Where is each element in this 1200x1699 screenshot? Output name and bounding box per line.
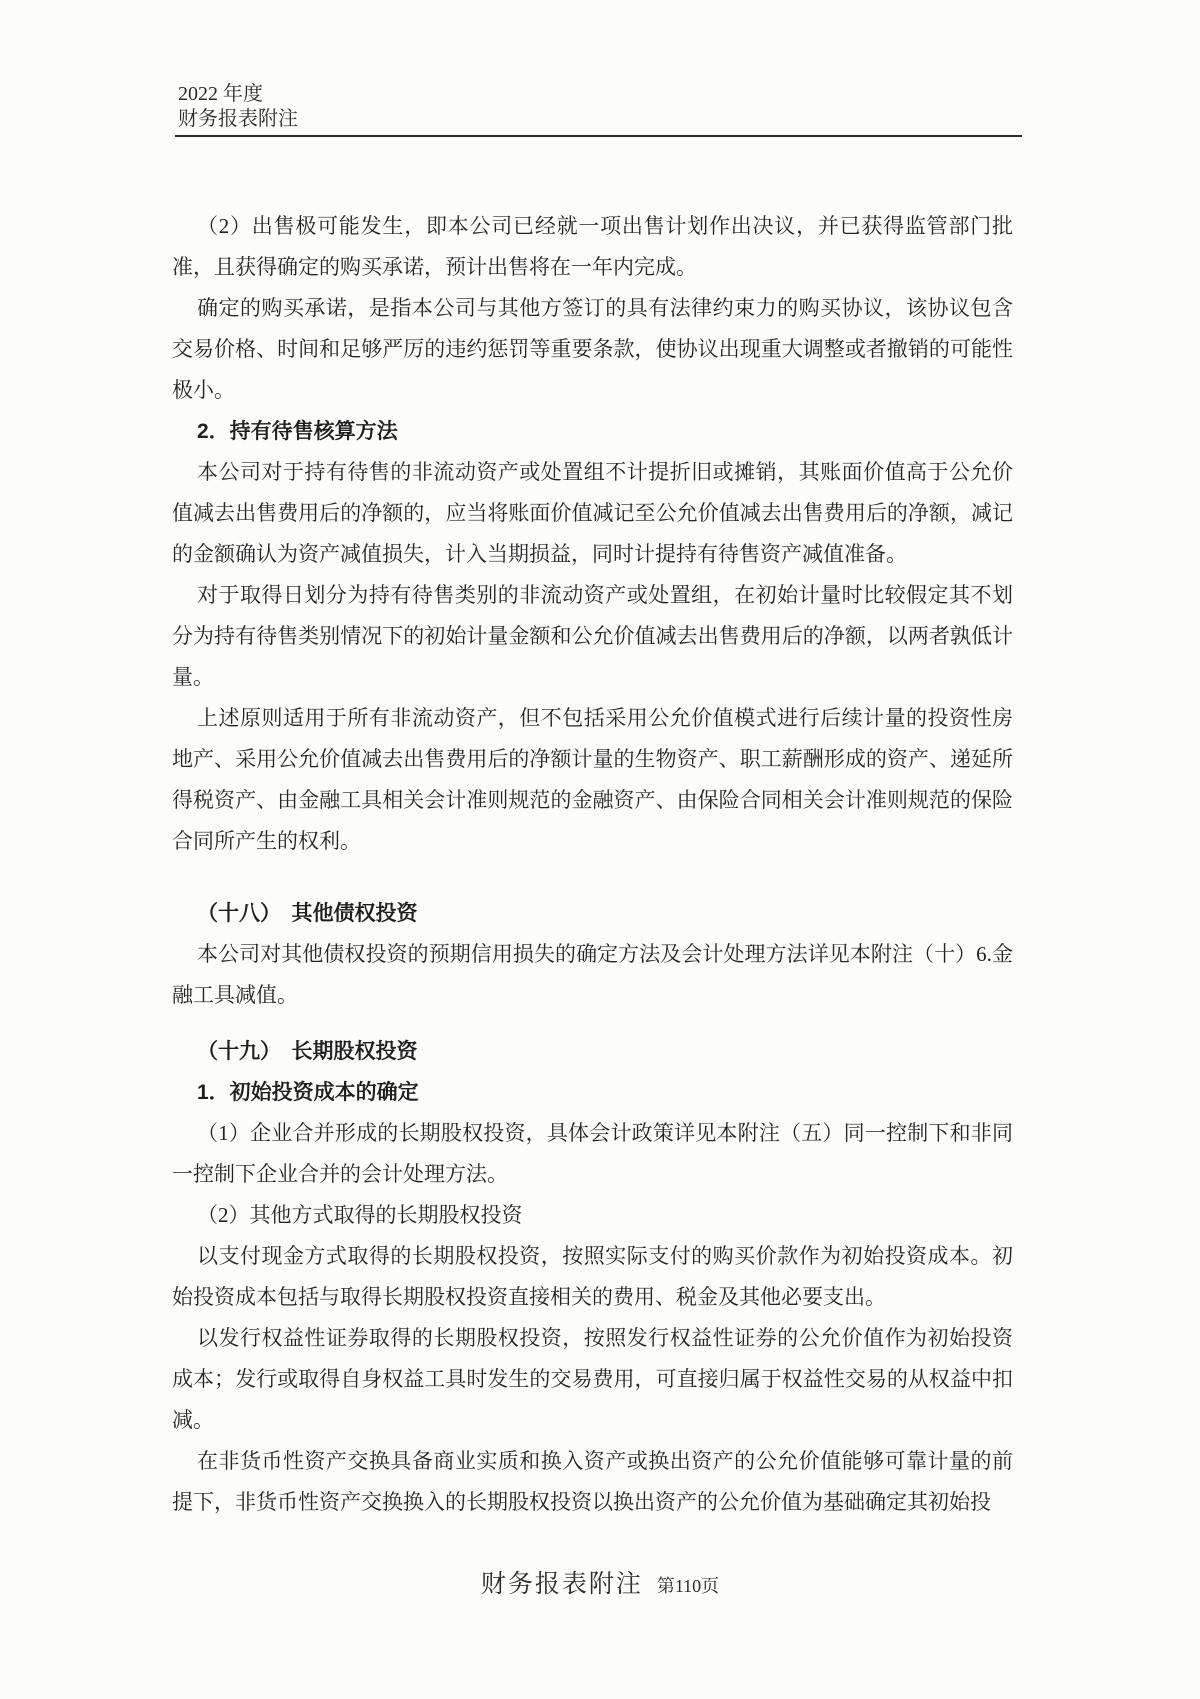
paragraph-sale-highly-probable: （2）出售极可能发生，即本公司已经就一项出售计划作出决议，并已获得监管部门批准，且获得确定的购买承诺，预计出售将在一年内完成。 [172, 214, 1013, 279]
footer-page-number: 第110页 [656, 1576, 720, 1596]
paragraph-cash-payment: 以支付现金方式取得的长期股权投资，按照实际支付的购买价款作为初始投资成本。初始投资成本包括与取得长期股权投资直接相关的费用、税金及其他必要支出。 [172, 1244, 1013, 1309]
footer-title: 财务报表附注 [480, 1571, 643, 1598]
header-title-line: 财务报表附注 [178, 108, 298, 130]
document-body [172, 206, 1013, 1523]
page-footer [0, 1564, 1200, 1600]
paragraph-scope-exclusions: 上述原则适用于所有非流动资产，但不包括采用公允价值模式进行后续计量的投资性房地产、采用公允价值减去出售费用后的净额计量的生物资产、职工薪酬形成的资产、递延所得税资产、由金融工具相关会计准则规范的金融资产、由保险合同相关会计准则规范的保险合同所产生的权利。 [172, 706, 1013, 853]
heading-held-for-sale-method: 2．持有待售核算方法 [197, 420, 398, 443]
heading-section-19-long-term-equity-investment: （十九） 长期股权投资 [197, 1040, 418, 1063]
paragraph-initial-measurement: 对于取得日划分为持有待售类别的非流动资产或处置组，在初始计量时比较假定其不划分为持有待售类别情况下的初始计量金额和公允价值减去出售费用后的净额，以两者孰低计量。 [172, 583, 1013, 689]
heading-initial-investment-cost: 1．初始投资成本的确定 [197, 1081, 419, 1104]
page-header [178, 82, 1028, 132]
paragraph-non-monetary-exchange: 在非货币性资产交换具备商业实质和换入资产或换出资产的公允价值能够可靠计量的前提下，非货币性资产交换换入的长期股权投资以换出资产的公允价值为基础确定其初始投 [172, 1449, 1013, 1514]
heading-section-18-other-debt-investments: （十八） 其他债权投资 [197, 902, 418, 925]
paragraph-firm-purchase-commitment: 确定的购买承诺，是指本公司与其他方签订的具有法律约束力的购买协议，该协议包含交易价格、时间和足够严厉的违约惩罚等重要条款，使协议出现重大调整或者撤销的可能性极小。 [172, 296, 1013, 402]
paragraph-business-combination: （1）企业合并形成的长期股权投资，具体会计政策详见本附注（五）同一控制下和非同一控制下企业合并的会计处理方法。 [172, 1121, 1013, 1186]
paragraph-expected-credit-loss-reference: 本公司对其他债权投资的预期信用损失的确定方法及会计处理方法详见本附注（十）6.金融工具减值。 [172, 942, 1013, 1007]
header-rule [175, 135, 1022, 137]
header-year-line: 2022 年度 [178, 83, 263, 105]
paragraph-other-acquisition-methods: （2）其他方式取得的长期股权投资 [197, 1203, 523, 1227]
paragraph-equity-securities-issue: 以发行权益性证券取得的长期股权投资，按照发行权益性证券的公允价值作为初始投资成本；发行或取得自身权益工具时发生的交易费用，可直接归属于权益性交易的从权益中扣减。 [172, 1326, 1013, 1432]
paragraph-no-depreciation: 本公司对于持有待售的非流动资产或处置组不计提折旧或摊销，其账面价值高于公允价值减去出售费用后的净额的，应当将账面价值减记至公允价值减去出售费用后的净额，减记的金额确认为资产减值损失，计入当期损益，同时计提持有待售资产减值准备。 [172, 460, 1013, 566]
